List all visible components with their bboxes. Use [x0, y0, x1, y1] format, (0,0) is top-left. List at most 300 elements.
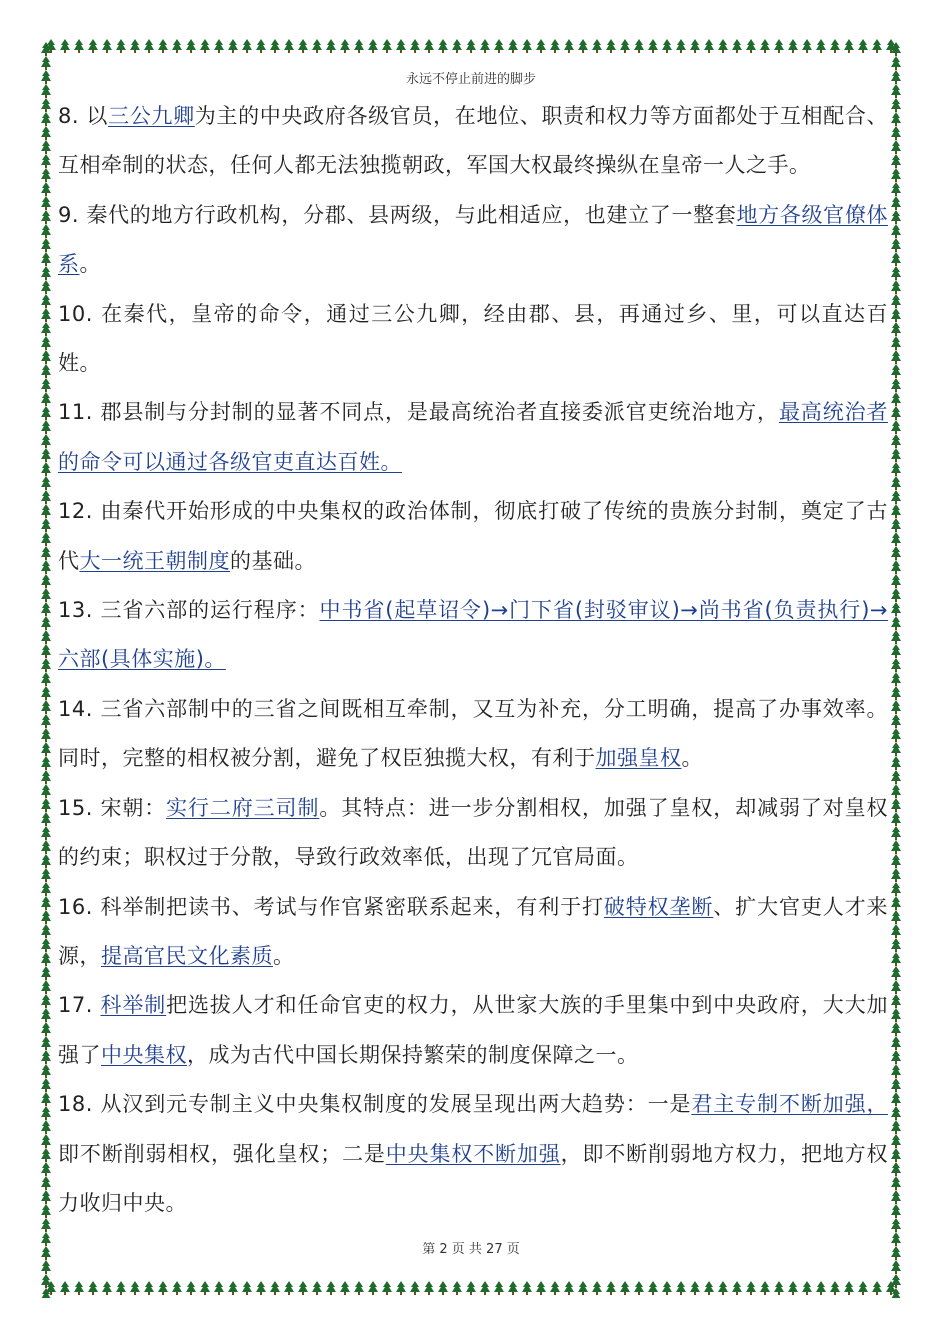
tree-icon — [891, 378, 901, 392]
tree-icon — [891, 938, 901, 952]
tree-icon — [891, 518, 901, 532]
tree-icon — [41, 1260, 51, 1274]
tree-icon — [41, 728, 51, 742]
tree-icon — [41, 1106, 51, 1120]
tree-icon — [816, 39, 826, 53]
tree-icon — [648, 1281, 658, 1295]
note-text: 的基础。 — [230, 548, 316, 573]
tree-icon — [102, 1281, 112, 1295]
tree-icon — [41, 756, 51, 770]
tree-icon — [256, 39, 266, 53]
tree-icon — [891, 266, 901, 280]
tree-icon — [41, 476, 51, 490]
tree-icon — [816, 1281, 826, 1295]
key-term: 中央集权 — [101, 1042, 187, 1067]
tree-icon — [676, 1281, 686, 1295]
tree-icon — [891, 882, 901, 896]
tree-icon — [550, 1281, 560, 1295]
note-text: 把选拔人才和任命官吏的权力，从世家大族的手里集中到中央政府，大大加强了 — [58, 993, 889, 1067]
tree-icon — [662, 39, 672, 53]
tree-icon — [891, 994, 901, 1008]
tree-icon — [368, 1281, 378, 1295]
tree-icon — [382, 1281, 392, 1295]
tree-icon — [41, 1176, 51, 1190]
tree-icon — [228, 1281, 238, 1295]
tree-icon — [891, 1008, 901, 1022]
tree-icon — [858, 1281, 868, 1295]
note-text: 。 — [681, 746, 703, 771]
tree-icon — [718, 1281, 728, 1295]
tree-icon — [891, 630, 901, 644]
tree-icon — [891, 140, 901, 154]
tree-icon — [788, 39, 798, 53]
tree-icon — [891, 392, 901, 406]
tree-icon — [522, 1281, 532, 1295]
tree-icon — [41, 560, 51, 574]
tree-icon — [74, 39, 84, 53]
note-item — [58, 290, 888, 389]
tree-icon — [830, 39, 840, 53]
tree-icon — [606, 1281, 616, 1295]
tree-icon — [410, 39, 420, 53]
note-item — [58, 784, 888, 883]
tree-icon — [578, 1281, 588, 1295]
tree-icon — [891, 1190, 901, 1204]
tree-icon — [41, 182, 51, 196]
note-item — [58, 92, 888, 191]
tree-icon — [41, 1274, 51, 1288]
tree-icon — [326, 39, 336, 53]
tree-icon — [891, 658, 901, 672]
tree-icon — [830, 1281, 840, 1295]
tree-icon — [41, 1162, 51, 1176]
tree-icon — [732, 1281, 742, 1295]
tree-icon — [74, 1281, 84, 1295]
tree-icon — [88, 39, 98, 53]
tree-icon — [891, 784, 901, 798]
tree-icon — [368, 39, 378, 53]
tree-icon — [298, 39, 308, 53]
tree-icon — [41, 868, 51, 882]
tree-icon — [41, 518, 51, 532]
tree-icon — [41, 224, 51, 238]
tree-icon — [41, 784, 51, 798]
tree-icon — [891, 1036, 901, 1050]
tree-icon — [41, 336, 51, 350]
tree-icon — [891, 602, 901, 616]
tree-icon — [130, 1281, 140, 1295]
tree-icon — [41, 854, 51, 868]
tree-icon — [172, 1281, 182, 1295]
tree-icon — [891, 672, 901, 686]
tree-icon — [891, 350, 901, 364]
tree-icon — [891, 686, 901, 700]
tree-icon — [144, 1281, 154, 1295]
tree-border-top — [42, 38, 900, 54]
note-item — [58, 1080, 888, 1228]
tree-icon — [564, 39, 574, 53]
tree-icon — [228, 39, 238, 53]
tree-icon — [634, 39, 644, 53]
tree-icon — [872, 39, 882, 53]
tree-icon — [891, 966, 901, 980]
note-item — [58, 685, 888, 784]
note-text: ，成为古代中国长期保持繁荣的制度保障之一。 — [187, 1042, 639, 1067]
tree-icon — [424, 1281, 434, 1295]
tree-icon — [41, 392, 51, 406]
tree-icon — [466, 1281, 476, 1295]
tree-icon — [41, 980, 51, 994]
tree-icon — [508, 39, 518, 53]
tree-icon — [891, 1162, 901, 1176]
tree-icon — [354, 1281, 364, 1295]
key-term: 大一统王朝制度 — [79, 548, 230, 573]
tree-icon — [891, 1260, 901, 1274]
tree-border-left — [38, 40, 54, 1298]
tree-icon — [312, 39, 322, 53]
note-text: 、扩大官吏人才来源， — [58, 894, 889, 968]
tree-icon — [452, 1281, 462, 1295]
tree-icon — [480, 39, 490, 53]
tree-icon — [891, 196, 901, 210]
note-text: 13. 三省六部的运行程序： — [58, 598, 320, 623]
tree-icon — [891, 980, 901, 994]
tree-icon — [116, 1281, 126, 1295]
tree-icon — [891, 308, 901, 322]
tree-icon — [41, 1022, 51, 1036]
tree-icon — [648, 39, 658, 53]
note-text: 即不断削弱相权，强化皇权；二是 — [58, 1141, 386, 1166]
note-item — [58, 191, 888, 290]
tree-icon — [891, 616, 901, 630]
note-text: 。 — [79, 252, 101, 277]
tree-icon — [41, 238, 51, 252]
tree-icon — [130, 39, 140, 53]
tree-icon — [891, 462, 901, 476]
tree-icon — [41, 462, 51, 476]
tree-icon — [41, 98, 51, 112]
tree-icon — [891, 420, 901, 434]
tree-icon — [494, 1281, 504, 1295]
tree-icon — [788, 1281, 798, 1295]
key-term: 提高官民文化素质 — [101, 943, 273, 968]
key-term: 中央集权不断加强 — [385, 1141, 561, 1166]
tree-icon — [438, 1281, 448, 1295]
tree-icon — [891, 840, 901, 854]
tree-icon — [891, 700, 901, 714]
tree-icon — [891, 112, 901, 126]
tree-icon — [891, 336, 901, 350]
key-term: 破特权垄断 — [603, 894, 714, 919]
tree-icon — [858, 39, 868, 53]
tree-icon — [891, 756, 901, 770]
tree-icon — [41, 588, 51, 602]
note-item — [58, 981, 888, 1080]
tree-icon — [41, 1288, 51, 1298]
tree-icon — [891, 1120, 901, 1134]
tree-icon — [891, 154, 901, 168]
tree-icon — [41, 1092, 51, 1106]
tree-icon — [41, 280, 51, 294]
tree-icon — [891, 868, 901, 882]
tree-icon — [396, 1281, 406, 1295]
tree-icon — [41, 686, 51, 700]
tree-icon — [536, 39, 546, 53]
tree-icon — [424, 39, 434, 53]
tree-icon — [891, 1078, 901, 1092]
tree-icon — [676, 39, 686, 53]
note-text: 14. 三省六部制中的三省之间既相互牵制，又互为补充，分工明确，提高了办事效率。同时，完整的相权被分割，避免了权臣独揽大权，有利于 — [58, 696, 888, 771]
tree-icon — [396, 39, 406, 53]
tree-icon — [270, 39, 280, 53]
tree-icon — [438, 39, 448, 53]
tree-icon — [891, 1022, 901, 1036]
tree-icon — [41, 420, 51, 434]
tree-icon — [41, 616, 51, 630]
tree-icon — [844, 39, 854, 53]
tree-icon — [592, 1281, 602, 1295]
tree-icon — [606, 39, 616, 53]
tree-icon — [41, 1120, 51, 1134]
key-term: 实行二府三司制 — [166, 795, 320, 820]
tree-icon — [158, 1281, 168, 1295]
tree-icon — [891, 812, 901, 826]
tree-icon — [760, 39, 770, 53]
tree-icon — [41, 672, 51, 686]
tree-icon — [41, 196, 51, 210]
tree-icon — [41, 994, 51, 1008]
tree-icon — [522, 39, 532, 53]
note-item — [58, 883, 888, 982]
tree-icon — [774, 1281, 784, 1295]
note-text: 11. 郡县制与分封制的显著不同点，是最高统治者直接委派官吏统治地方， — [58, 400, 779, 425]
tree-icon — [41, 700, 51, 714]
tree-icon — [41, 126, 51, 140]
tree-icon — [41, 798, 51, 812]
tree-icon — [891, 574, 901, 588]
tree-icon — [891, 728, 901, 742]
tree-icon — [891, 1274, 901, 1288]
tree-icon — [41, 882, 51, 896]
tree-icon — [41, 1050, 51, 1064]
tree-icon — [41, 574, 51, 588]
tree-icon — [41, 168, 51, 182]
tree-icon — [662, 1281, 672, 1295]
tree-icon — [41, 308, 51, 322]
tree-icon — [200, 39, 210, 53]
tree-icon — [354, 39, 364, 53]
tree-icon — [891, 434, 901, 448]
note-text: 15. 宋朝： — [58, 795, 167, 820]
tree-icon — [41, 770, 51, 784]
tree-icon — [382, 39, 392, 53]
tree-icon — [891, 98, 901, 112]
tree-icon — [634, 1281, 644, 1295]
tree-icon — [746, 39, 756, 53]
tree-icon — [494, 39, 504, 53]
tree-icon — [891, 1288, 901, 1298]
tree-icon — [41, 364, 51, 378]
tree-icon — [891, 364, 901, 378]
tree-icon — [41, 532, 51, 546]
tree-icon — [564, 1281, 574, 1295]
tree-icon — [891, 854, 901, 868]
tree-icon — [41, 504, 51, 518]
tree-icon — [214, 1281, 224, 1295]
key-term: 最高统治者的命令可以通过各级官吏直达百姓。 — [58, 400, 888, 474]
tree-icon — [508, 1281, 518, 1295]
tree-icon — [690, 1281, 700, 1295]
note-text: ，即不断削弱地方权力，把地方权力收归中央。 — [58, 1141, 889, 1215]
note-text: 9. 秦代的地方行政机构，分郡、县两级，与此相适应，也建立了一整套 — [58, 202, 737, 227]
note-text: 12. 由秦代开始形成的中央集权的政治体制，彻底打破了传统的贵族分封制，奠定了古代 — [58, 499, 888, 573]
tree-icon — [41, 602, 51, 616]
tree-icon — [690, 39, 700, 53]
tree-icon — [891, 1218, 901, 1232]
tree-icon — [340, 1281, 350, 1295]
tree-icon — [41, 910, 51, 924]
key-term: 中书省(起草诏令)→门下省(封驳审议)→尚书省(负责执行)→六部(具体实施)。 — [58, 598, 888, 672]
tree-icon — [41, 294, 51, 308]
tree-icon — [891, 42, 901, 56]
tree-icon — [578, 39, 588, 53]
tree-icon — [891, 126, 901, 140]
key-term: 科举制 — [100, 993, 167, 1018]
tree-icon — [41, 1190, 51, 1204]
tree-icon — [891, 546, 901, 560]
tree-border-right — [888, 40, 904, 1298]
tree-icon — [284, 39, 294, 53]
tree-icon — [340, 39, 350, 53]
note-text: 16. 科举制把读书、考试与作官紧密联系起来，有利于打 — [58, 894, 604, 919]
tree-icon — [256, 1281, 266, 1295]
tree-icon — [242, 1281, 252, 1295]
tree-icon — [891, 210, 901, 224]
tree-icon — [41, 812, 51, 826]
tree-icon — [891, 1176, 901, 1190]
tree-icon — [270, 1281, 280, 1295]
tree-icon — [158, 39, 168, 53]
tree-icon — [872, 1281, 882, 1295]
key-term: 加强皇权 — [595, 746, 682, 771]
key-term: 地方各级官僚体系 — [58, 202, 889, 277]
tree-icon — [410, 1281, 420, 1295]
tree-icon — [41, 350, 51, 364]
note-text: 18. 从汉到元专制主义中央集权制度的发展呈现出两大趋势：一是 — [58, 1092, 692, 1117]
tree-icon — [298, 1281, 308, 1295]
tree-icon — [891, 910, 901, 924]
note-text: 。 — [273, 943, 295, 968]
tree-icon — [891, 644, 901, 658]
tree-icon — [592, 39, 602, 53]
tree-icon — [41, 714, 51, 728]
tree-icon — [41, 896, 51, 910]
tree-icon — [891, 448, 901, 462]
tree-icon — [891, 1106, 901, 1120]
tree-icon — [41, 1218, 51, 1232]
tree-icon — [891, 252, 901, 266]
page-header: 永远不停止前进的脚步 — [405, 72, 536, 87]
tree-icon — [760, 1281, 770, 1295]
tree-icon — [704, 39, 714, 53]
tree-icon — [186, 39, 196, 53]
tree-icon — [41, 252, 51, 266]
tree-icon — [102, 39, 112, 53]
tree-icon — [41, 1204, 51, 1218]
tree-icon — [891, 1148, 901, 1162]
tree-icon — [844, 1281, 854, 1295]
tree-icon — [891, 322, 901, 336]
tree-icon — [41, 42, 51, 56]
tree-icon — [41, 112, 51, 126]
tree-icon — [41, 1134, 51, 1148]
tree-icon — [891, 560, 901, 574]
tree-icon — [891, 952, 901, 966]
tree-icon — [891, 406, 901, 420]
tree-icon — [891, 742, 901, 756]
tree-icon — [41, 658, 51, 672]
tree-icon — [41, 140, 51, 154]
tree-icon — [891, 1204, 901, 1218]
notes-list — [58, 92, 888, 1228]
tree-icon — [891, 924, 901, 938]
tree-icon — [41, 1148, 51, 1162]
tree-icon — [200, 1281, 210, 1295]
tree-icon — [891, 588, 901, 602]
tree-icon — [41, 154, 51, 168]
tree-icon — [891, 770, 901, 784]
tree-icon — [891, 798, 901, 812]
tree-icon — [891, 1134, 901, 1148]
tree-icon — [41, 952, 51, 966]
tree-icon — [312, 1281, 322, 1295]
note-item — [58, 586, 888, 685]
tree-icon — [550, 39, 560, 53]
tree-icon — [41, 938, 51, 952]
tree-icon — [891, 476, 901, 490]
tree-icon — [60, 1281, 70, 1295]
tree-icon — [891, 294, 901, 308]
tree-icon — [41, 448, 51, 462]
tree-icon — [41, 546, 51, 560]
tree-icon — [41, 1064, 51, 1078]
tree-icon — [41, 490, 51, 504]
note-text: 为主的中央政府各级官员，在地位、职责和权力等方面都处于互相配合、互相牵制的状态，任何人都无法独揽朝政，军国大权最终操纵在皇帝一人之手。 — [58, 104, 889, 178]
tree-icon — [802, 39, 812, 53]
tree-icon — [144, 39, 154, 53]
tree-icon — [41, 644, 51, 658]
tree-icon — [41, 966, 51, 980]
tree-icon — [891, 1050, 901, 1064]
tree-icon — [704, 1281, 714, 1295]
tree-icon — [41, 826, 51, 840]
tree-icon — [41, 210, 51, 224]
tree-icon — [774, 39, 784, 53]
note-item — [58, 388, 888, 487]
tree-icon — [732, 39, 742, 53]
note-text: 。其特点：进一步分割相权，加强了皇权，却减弱了对皇权的约束；职权过于分散，导致行政效率低，出现了冗官局面。 — [58, 795, 889, 870]
tree-icon — [452, 39, 462, 53]
tree-icon — [41, 406, 51, 420]
tree-icon — [41, 924, 51, 938]
tree-icon — [186, 1281, 196, 1295]
tree-border-bottom — [42, 1280, 900, 1296]
tree-icon — [172, 39, 182, 53]
tree-icon — [891, 896, 901, 910]
tree-icon — [41, 322, 51, 336]
tree-icon — [891, 238, 901, 252]
note-text: 10. 在秦代，皇帝的命令，通过三公九卿，经由郡、县，再通过乡、里，可以直达百姓。 — [58, 301, 888, 376]
